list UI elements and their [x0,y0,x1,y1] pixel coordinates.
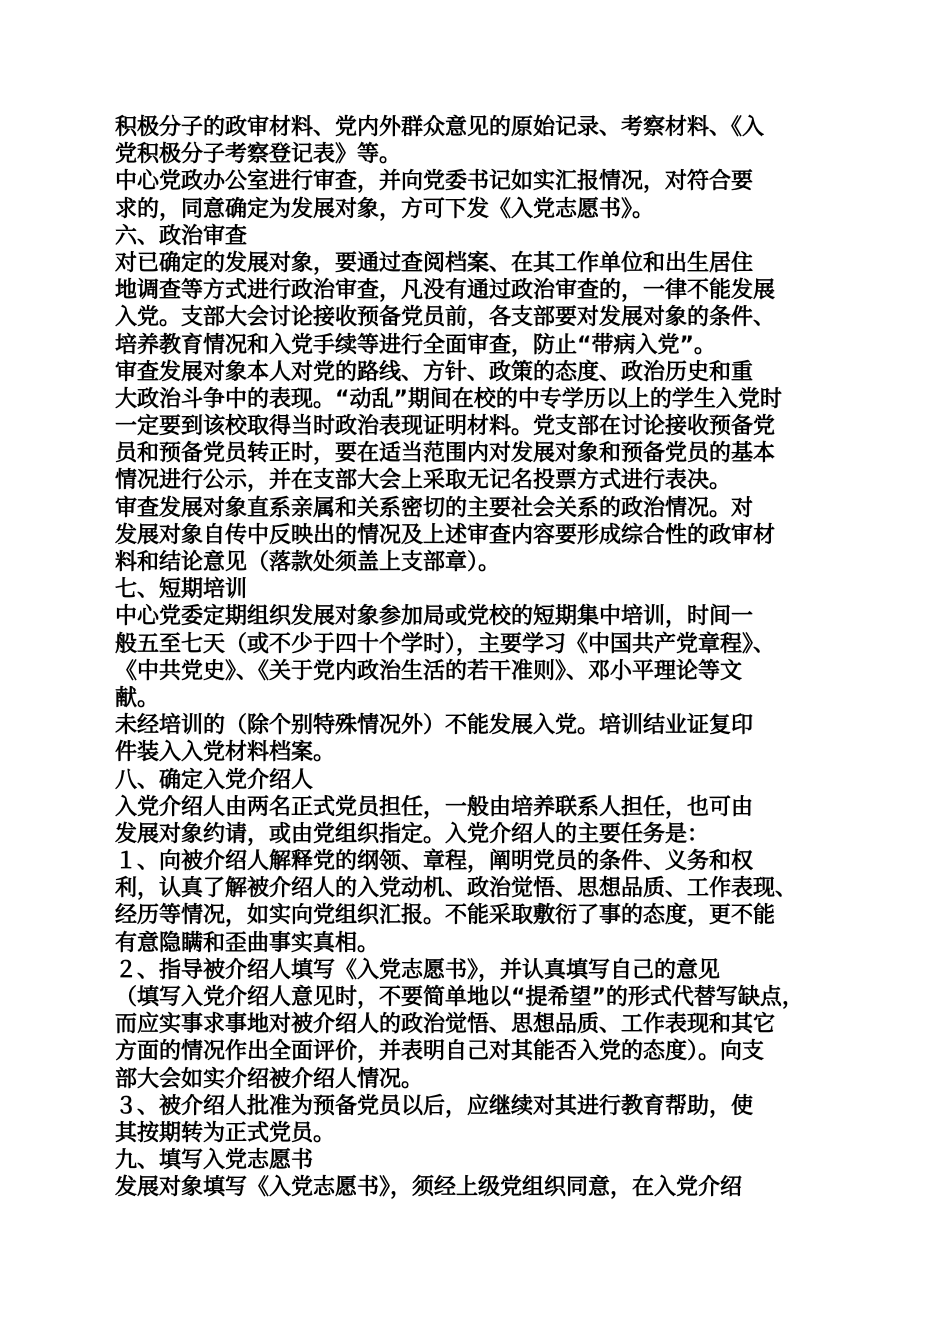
text-line: 入党。支部大会讨论接收预备党员前，各支部要对发展对象的条件、 [115,305,776,331]
text-line: 地调查等方式进行政治审查，凡没有通过政治审查的，一律不能发展 [115,278,776,304]
text-line: （填写入党介绍人意见时，不要简单地以“提希望”的形式代替写缺点， [115,985,804,1010]
text-line: 九、填写入党志愿书 [115,1148,314,1174]
text-line: 情况进行公示，并在支部大会上采取无记名投票方式进行表决。 [115,468,732,494]
text-line: 献。 [115,685,160,711]
text-line: 七、短期培训 [115,577,248,603]
text-line: 有意隐瞒和歪曲事实真相。 [115,930,380,956]
text-line: 发展对象填写《入党志愿书》，须经上级党组织同意，在入党介绍 [115,1175,743,1201]
text-line: 中心党政办公室进行审查，并向党委书记如实汇报情况，对符合要 [115,169,754,195]
text-line: 求的，同意确定为发展对象，方可下发《入党志愿书》。 [115,196,655,222]
text-line: 其按期转为正式党员。 [115,1120,336,1146]
text-line: 入党介绍人由两名正式党员担任，一般由培养联系人担任，也可由 [115,794,754,820]
text-line: 中心党委定期组织发展对象参加局或党校的短期集中培训，时间一 [115,604,754,630]
text-line: 《中共党史》、《关于党内政治生活的若干准则》、邓小平理论等文 [115,658,743,684]
text-line: 未经培训的（除个别特殊情况外）不能发展入党。培训结业证复印 [115,713,754,739]
text-line: 大政治斗争中的表现。“动乱”期间在校的中专学历以上的学生入党时 [115,386,782,412]
text-line: 部大会如实介绍被介绍人情况。 [115,1066,424,1092]
text-line: 而应实事求事地对被介绍人的政治觉悟、思想品质、工作表现和其它 [115,1012,776,1038]
text-line: 发展对象自传中反映出的情况及上述审查内容要形成综合性的政审材 [115,522,776,548]
text-line: 党积极分子考察登记表》等。 [115,142,402,168]
text-line: 审查发展对象本人对党的路线、方针、政策的态度、政治历史和重 [115,359,754,385]
text-line: 件装入入党材料档案。 [115,740,336,766]
text-line: 员和预备党员转正时，要在适当范围内对发展对象和预备党员的基本 [115,441,776,467]
text-line: ３、被介绍人批准为预备党员以后，应继续对其进行教育帮助，使 [115,1093,754,1119]
document-body [115,114,855,1202]
text-line: ２、指导被介绍人填写《入党志愿书》，并认真填写自己的意见 [115,957,721,983]
text-line: 般五至七天（或不少于四十个学时），主要学习《中国共产党章程》、 [115,631,776,657]
text-line: 方面的情况作出全面评价，并表明自己对其能否入党的态度）。向支 [115,1039,765,1065]
text-line: 料和结论意见（落款处须盖上支部章）。 [115,550,501,575]
text-line: 发展对象约请，或由党组织指定。入党介绍人的主要任务是： [115,821,710,847]
text-line: 六、政治审查 [115,223,248,249]
text-line: 八、确定入党介绍人 [115,767,314,793]
text-line: 积极分子的政审材料、党内外群众意见的原始记录、考察材料、《入 [115,115,765,140]
text-line: 审查发展对象直系亲属和关系密切的主要社会关系的政治情况。对 [115,495,754,521]
text-line: 经历等情况，如实向党组织汇报。不能采取敷衍了事的态度，更不能 [115,903,776,929]
text-line: 对已确定的发展对象，要通过查阅档案、在其工作单位和出生居住 [115,250,754,276]
text-line: 一定要到该校取得当时政治表现证明材料。党支部在讨论接收预备党 [115,414,776,440]
text-line: 培养教育情况和入党手续等进行全面审查，防止“带病入党”。 [115,332,716,358]
text-line: 利，认真了解被介绍人的入党动机、政治觉悟、思想品质、工作表现、 [115,876,798,902]
text-line: １、向被介绍人解释党的纲领、章程，阐明党员的条件、义务和权 [115,849,754,875]
